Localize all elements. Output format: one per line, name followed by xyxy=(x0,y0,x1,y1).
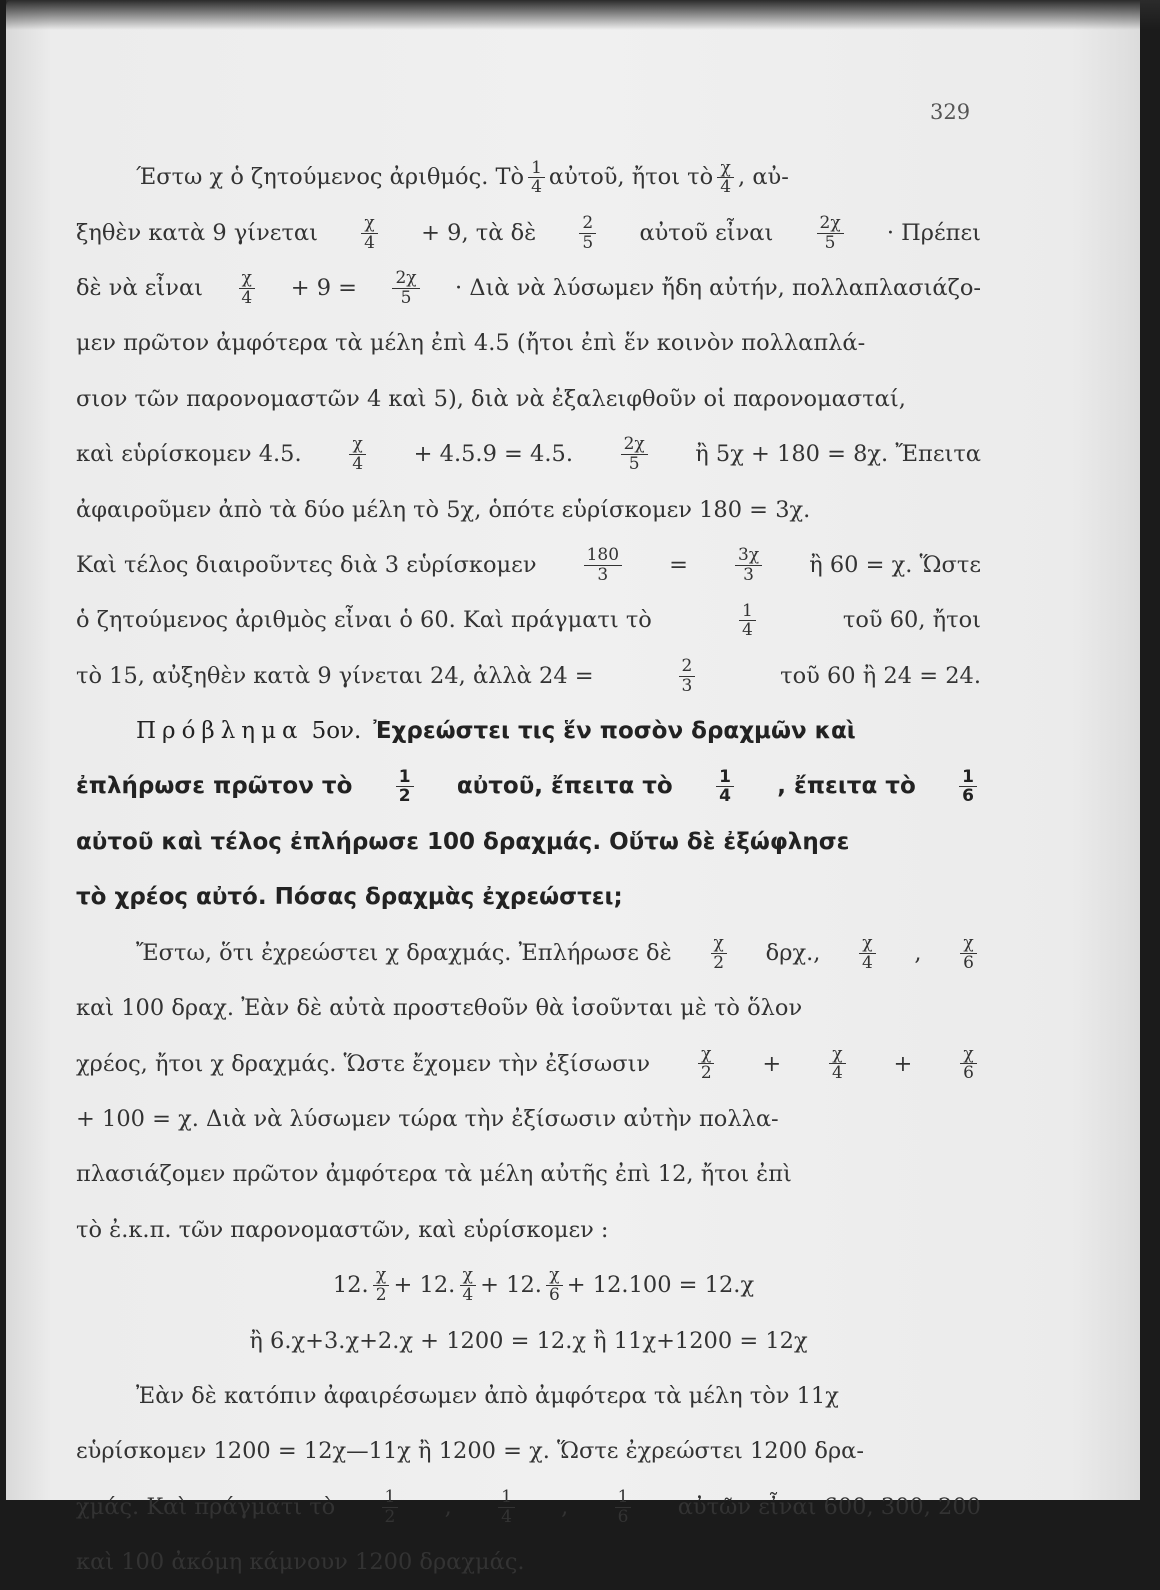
text-run: χμάς. Καὶ πράγματι τὸ xyxy=(76,1493,336,1520)
text-run: Ἔστω, ὅτι ἐχρεώστει χ δραχμάς. Ἐπλήρωσε δὲ xyxy=(136,939,672,966)
fraction-denominator: 2 xyxy=(384,1506,396,1527)
fraction-denominator: 3 xyxy=(597,564,609,585)
fraction-denominator: 5 xyxy=(824,232,836,253)
text-run: εὑρίσκομεν 1200 = 12χ—11χ ἢ 1200 = χ. Ὥστε ἐχρεώστει 1200 δρα- xyxy=(76,1438,864,1465)
text-run: + 12. xyxy=(393,1272,456,1299)
fraction-numerator: 2 xyxy=(579,214,596,234)
fraction-numerator: 1 xyxy=(396,768,414,788)
fraction-denominator: 3 xyxy=(681,675,693,696)
text-line xyxy=(76,150,981,205)
fraction xyxy=(716,768,734,806)
fraction-numerator: χ xyxy=(960,934,976,954)
text-line xyxy=(76,1036,981,1091)
fraction-numerator: 2χ xyxy=(817,214,844,234)
fraction xyxy=(528,159,545,197)
fraction xyxy=(859,934,876,972)
text-run: ἐπλήρωσε πρῶτον τὸ xyxy=(76,773,353,800)
fraction xyxy=(238,269,255,307)
text-run: αὐτοῦ, ἔπειτα τὸ xyxy=(456,773,673,800)
fraction-numerator: χ xyxy=(829,1045,845,1065)
top-shadow xyxy=(6,0,1160,30)
fraction-numerator: χ xyxy=(349,435,365,455)
text-run: ξηθὲν κατὰ 9 γίνεται xyxy=(76,219,318,246)
text-run: δὲ νὰ εἶναι xyxy=(76,275,203,302)
text-run: , xyxy=(561,1493,569,1520)
text-run: καὶ 100 δραχ. Ἐὰν δὲ αὐτὰ προστεθοῦν θὰ ἰσοῦνται μὲ τὸ ὅλον xyxy=(76,995,803,1022)
text-run: ἢ 6.χ+3.χ+2.χ + 1200 = 12.χ ἢ 11χ+1200 = 12χ xyxy=(249,1327,808,1354)
text-run: αὐτοῦ εἶναι xyxy=(639,219,774,246)
fraction-denominator: 6 xyxy=(963,1063,974,1084)
equation-line-2 xyxy=(76,1313,981,1368)
fraction-numerator: χ xyxy=(717,159,733,179)
fraction-denominator: 6 xyxy=(617,1506,629,1527)
fraction-denominator: 2 xyxy=(375,1285,387,1305)
fraction-denominator: 5 xyxy=(628,454,640,475)
text-line xyxy=(76,316,981,371)
fraction-denominator: 2 xyxy=(398,786,411,807)
text-run: πλασιάζομεν πρῶτον ἀμφότερα τὰ μέλη αὐτῆς ἐπὶ 12, ἤτοι ἐπὶ xyxy=(76,1161,792,1188)
text-line xyxy=(76,981,981,1036)
fraction xyxy=(621,435,648,473)
text-run: αὐτοῦ, ἤτοι τὸ xyxy=(548,164,714,191)
text-run: μεν πρῶτον ἀμφότερα τὰ μέλη ἐπὶ 4.5 (ἤτοι ἐπὶ ἕν κοινὸν πολλαπλά- xyxy=(76,330,866,357)
fraction xyxy=(392,269,419,307)
text-run: τοῦ 60 ἢ 24 = 24. xyxy=(780,662,981,689)
text-run: , ἔπειτα τὸ xyxy=(777,773,916,800)
text-line xyxy=(76,1369,981,1424)
fraction-numerator: 1 xyxy=(739,602,756,622)
text-line xyxy=(76,1479,981,1534)
fraction-numerator: χ xyxy=(373,1266,389,1286)
text-line xyxy=(76,1202,981,1257)
text-line xyxy=(76,1092,981,1147)
text-run: + 100 = χ. Διὰ νὰ λύσωμεν τώρα τὴν ἐξίσωσιν αὐτὴν πολλα- xyxy=(76,1105,779,1132)
text-run: · Διὰ νὰ λύσωμεν ἤδη αὐτήν, πολλαπλασιάζο- xyxy=(455,275,981,302)
text-line xyxy=(76,870,981,925)
text-line xyxy=(76,205,981,260)
fraction xyxy=(829,1045,846,1083)
text-line xyxy=(76,649,981,704)
fraction xyxy=(361,214,378,252)
fraction-denominator: 2 xyxy=(713,952,725,973)
fraction-numerator: 2χ xyxy=(392,269,419,289)
text-run: τὸ 15, αὐξηθὲν κατὰ 9 γίνεται 24, ἀλλὰ 24 = xyxy=(76,662,594,689)
fraction-numerator: 2χ xyxy=(621,435,648,455)
text-line xyxy=(76,759,981,814)
fraction-denominator: 5 xyxy=(582,232,594,253)
text-run: ὁ ζητούμενος ἀριθμὸς εἶναι ὁ 60. Καὶ πράγματι τὸ xyxy=(76,607,652,634)
text-run: + 9 = xyxy=(290,275,358,302)
problem-number: 5ον. xyxy=(311,717,362,744)
text-line xyxy=(76,538,981,593)
text-run: + 4.5.9 = 4.5. xyxy=(413,441,573,468)
fraction xyxy=(710,934,727,972)
text-run: + xyxy=(893,1050,913,1077)
text-line xyxy=(76,1535,981,1590)
text-line xyxy=(76,593,981,648)
fraction xyxy=(717,159,734,197)
fraction xyxy=(960,934,977,972)
text-run: σιον τῶν παρονομαστῶν 4 καὶ 5), διὰ νὰ ἐξαλειφθοῦν οἱ παρονομασταί, xyxy=(76,385,906,412)
text-line xyxy=(76,427,981,482)
fraction-numerator: χ xyxy=(859,934,875,954)
equation-line-1 xyxy=(76,1258,981,1313)
text-run: Καὶ τέλος διαιροῦντες διὰ 3 εὑρίσκομεν xyxy=(76,552,537,579)
text-run: δρχ., xyxy=(765,939,821,966)
fraction xyxy=(396,768,414,806)
text-run: τὸ χρέος αὐτό. Πόσας δραχμὰς ἐχρεώστει; xyxy=(76,884,623,911)
text-run: αὐτῶν εἶναι 600, 300, 200 xyxy=(677,1493,981,1520)
text-run: τοῦ 60, ἤτοι xyxy=(842,607,981,634)
fraction-numerator: χ xyxy=(460,1266,476,1286)
fraction xyxy=(498,1488,515,1526)
text-run: ἢ 60 = χ. Ὥστε xyxy=(809,552,981,579)
text-run: , xyxy=(914,939,922,966)
fraction xyxy=(382,1488,399,1526)
fraction-denominator: 4 xyxy=(241,287,253,308)
fraction xyxy=(698,1045,715,1083)
fraction xyxy=(735,546,762,584)
fraction-denominator: 3 xyxy=(743,564,754,585)
fraction-denominator: 4 xyxy=(501,1506,512,1527)
fraction-denominator: 4 xyxy=(531,177,542,198)
text-run: , αὐ- xyxy=(738,164,789,191)
page-number: 329 xyxy=(930,100,971,124)
fraction xyxy=(459,1266,476,1304)
fraction-denominator: 4 xyxy=(719,786,731,807)
fraction-denominator: 4 xyxy=(720,177,732,198)
fraction-denominator: 6 xyxy=(962,786,974,807)
fraction-denominator: 6 xyxy=(963,952,974,973)
fraction-denominator: 4 xyxy=(352,454,364,475)
text-run: Ἐὰν δὲ κατόπιν ἀφαιρέσωμεν ἀπὸ ἀμφότερα τὰ μέλη τὸν 11χ xyxy=(136,1382,839,1409)
text-run: + xyxy=(762,1050,782,1077)
fraction-numerator: χ xyxy=(546,1266,562,1286)
text-run: ἀφαιροῦμεν ἀπὸ τὰ δύο μέλη τὸ 5χ, ὁπότε εὑρίσκομεν 180 = 3χ. xyxy=(76,496,811,523)
fraction-numerator: χ xyxy=(239,269,255,289)
book-page xyxy=(6,0,1140,1576)
text-run: Έστω χ ὁ ζητούμενος ἀριθμός. Τὸ xyxy=(136,164,525,191)
fraction-denominator: 5 xyxy=(400,287,412,308)
text-line xyxy=(76,1424,981,1479)
fraction-numerator: 2 xyxy=(679,657,696,677)
text-line xyxy=(76,815,981,870)
fraction xyxy=(584,546,622,584)
fraction-numerator: 1 xyxy=(716,768,734,788)
page-text xyxy=(76,150,981,1590)
fraction xyxy=(373,1266,390,1304)
fraction xyxy=(959,768,977,806)
text-line xyxy=(76,261,981,316)
fraction-numerator: χ xyxy=(960,1045,976,1065)
problem-first-line: Ἐχρεώστει τις ἕν ποσὸν δραχμῶν καὶ xyxy=(373,717,856,744)
problem-heading-line xyxy=(76,704,981,759)
text-run: χρέος, ἤτοι χ δραχμάς. Ὥστε ἔχομεν τὴν ἐξίσωσιν xyxy=(76,1050,651,1077)
text-run: ἢ 5χ + 180 = 8χ. Ἔπειτα xyxy=(695,441,981,468)
fraction-numerator: χ xyxy=(361,214,377,234)
text-line xyxy=(76,482,981,537)
fraction-denominator: 4 xyxy=(462,1285,474,1305)
text-run: 12. xyxy=(332,1272,369,1299)
text-run: καὶ 100 ἀκόμη κάμνουν 1200 δραχμάς. xyxy=(76,1549,525,1576)
fraction-denominator: 4 xyxy=(831,1063,843,1084)
text-line xyxy=(76,372,981,427)
fraction xyxy=(960,1045,977,1083)
text-run: αὐτοῦ καὶ τέλος ἐπλήρωσε 100 δραχμάς. Οὕτω δὲ ἐξώφλησε xyxy=(76,828,850,855)
fraction xyxy=(579,214,596,252)
text-run: + 9, τὰ δὲ xyxy=(421,219,537,246)
fraction xyxy=(349,435,366,473)
fraction-denominator: 4 xyxy=(861,952,873,973)
fraction-numerator: 1 xyxy=(382,1488,399,1508)
problem-label: Πρόβλημα xyxy=(136,717,304,744)
fraction-denominator: 4 xyxy=(364,232,375,253)
fraction-numerator: 1 xyxy=(528,159,545,179)
solution-part-two xyxy=(76,925,981,1257)
text-line xyxy=(76,1147,981,1202)
text-run: = xyxy=(669,552,688,579)
solution-conclusion xyxy=(76,1369,981,1590)
fraction-numerator: 1 xyxy=(959,768,977,788)
fraction-numerator: 3χ xyxy=(735,546,762,566)
fraction-numerator: 1 xyxy=(498,1488,515,1508)
fraction-denominator: 6 xyxy=(548,1285,560,1305)
text-run: + 12.100 = 12.χ xyxy=(566,1272,755,1299)
fraction-numerator: 180 xyxy=(584,546,622,566)
text-run: καὶ εὑρίσκομεν 4.5. xyxy=(76,441,302,468)
text-line xyxy=(76,925,981,980)
fraction-numerator: 1 xyxy=(615,1488,632,1508)
problem-statement xyxy=(76,759,981,925)
text-run: , xyxy=(444,1493,452,1520)
fraction-denominator: 2 xyxy=(700,1063,712,1084)
fraction xyxy=(817,214,844,252)
text-run: + 12. xyxy=(480,1272,542,1299)
text-run: τὸ ἐ.κ.π. τῶν παρονομαστῶν, καὶ εὑρίσκομεν : xyxy=(76,1216,609,1243)
text-run: · Πρέπει xyxy=(886,219,981,246)
fraction xyxy=(546,1266,563,1304)
fraction-numerator: χ xyxy=(711,934,727,954)
fraction-numerator: χ xyxy=(698,1045,714,1065)
fraction xyxy=(679,657,696,695)
solution-part-one xyxy=(76,150,981,704)
fraction xyxy=(615,1488,632,1526)
fraction xyxy=(739,602,756,640)
fraction-denominator: 4 xyxy=(741,620,753,641)
